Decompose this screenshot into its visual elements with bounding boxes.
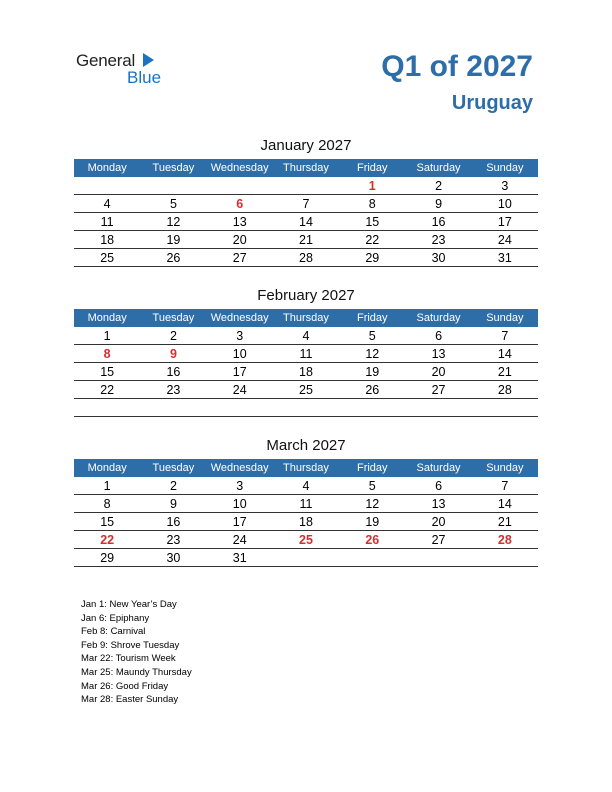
weekday-header: Tuesday [140, 459, 206, 477]
day-cell: 24 [207, 381, 273, 399]
holiday-list [81, 598, 192, 707]
day-cell: 5 [339, 327, 405, 345]
weekday-header: Monday [74, 459, 140, 477]
day-cell: 4 [74, 195, 140, 213]
weekday-header: Thursday [273, 159, 339, 177]
weekday-header: Wednesday [207, 159, 273, 177]
day-cell [140, 399, 206, 417]
week-row [74, 345, 538, 363]
brand-blue: Blue [127, 68, 162, 87]
day-cell: 6 [405, 327, 471, 345]
day-cell: 9 [140, 345, 206, 363]
day-cell: 28 [472, 381, 538, 399]
week-row [74, 363, 538, 381]
day-cell: 27 [405, 531, 471, 549]
week-row [74, 513, 538, 531]
week-row [74, 531, 538, 549]
calendar-table [74, 159, 538, 267]
day-cell: 7 [273, 195, 339, 213]
day-cell [140, 177, 206, 195]
day-cell: 2 [140, 327, 206, 345]
holiday-item: Mar 22: Tourism Week [81, 653, 176, 665]
day-cell: 25 [74, 249, 140, 267]
day-cell: 31 [207, 549, 273, 567]
day-cell: 26 [140, 249, 206, 267]
day-cell: 20 [405, 363, 471, 381]
brand-general: General [76, 51, 136, 70]
day-cell: 20 [207, 231, 273, 249]
holiday-item: Jan 1: New Year’s Day [81, 599, 177, 610]
day-cell: 4 [273, 327, 339, 345]
day-cell: 6 [207, 195, 273, 213]
week-row [74, 549, 538, 567]
day-cell: 29 [339, 249, 405, 267]
calendar-table [74, 309, 538, 417]
day-cell: 11 [74, 213, 140, 231]
week-row [74, 177, 538, 195]
weekday-header: Saturday [405, 159, 471, 177]
day-cell: 22 [74, 381, 140, 399]
day-cell: 17 [207, 363, 273, 381]
day-cell: 23 [140, 381, 206, 399]
day-cell: 16 [405, 213, 471, 231]
day-cell: 17 [472, 213, 538, 231]
day-cell: 29 [74, 549, 140, 567]
week-row [74, 399, 538, 417]
day-cell: 7 [472, 477, 538, 495]
day-cell: 13 [405, 345, 471, 363]
day-cell: 22 [74, 531, 140, 549]
weekday-header: Sunday [472, 309, 538, 327]
day-cell: 1 [339, 177, 405, 195]
day-cell: 8 [339, 195, 405, 213]
day-cell: 17 [207, 513, 273, 531]
week-row [74, 213, 538, 231]
day-cell: 11 [273, 495, 339, 513]
day-cell: 18 [273, 513, 339, 531]
weekday-header: Thursday [273, 309, 339, 327]
day-cell: 5 [140, 195, 206, 213]
day-cell: 2 [140, 477, 206, 495]
day-cell: 18 [273, 363, 339, 381]
day-cell: 12 [339, 345, 405, 363]
day-cell: 30 [140, 549, 206, 567]
day-cell [273, 549, 339, 567]
day-cell: 25 [273, 531, 339, 549]
day-cell: 14 [273, 213, 339, 231]
month-january [74, 136, 538, 267]
day-cell: 28 [472, 531, 538, 549]
day-cell [207, 399, 273, 417]
day-cell: 10 [472, 195, 538, 213]
day-cell: 3 [472, 177, 538, 195]
day-cell: 25 [273, 381, 339, 399]
weekday-header-row [74, 159, 538, 177]
day-cell: 21 [273, 231, 339, 249]
day-cell [405, 549, 471, 567]
holiday-item: Mar 25: Maundy Thursday [81, 666, 192, 678]
brand-logo [76, 52, 161, 86]
day-cell [74, 399, 140, 417]
day-cell: 28 [273, 249, 339, 267]
day-cell: 8 [74, 495, 140, 513]
month-february [74, 286, 538, 417]
week-row [74, 231, 538, 249]
holiday-item: Feb 8: Carnival [81, 626, 146, 638]
day-cell: 8 [74, 345, 140, 363]
weekday-header: Monday [74, 309, 140, 327]
day-cell: 7 [472, 327, 538, 345]
month-title: February 2027 [257, 287, 355, 304]
weekday-header: Monday [74, 159, 140, 177]
day-cell: 19 [140, 231, 206, 249]
flag-icon [143, 53, 154, 67]
weekday-header: Wednesday [207, 459, 273, 477]
day-cell: 26 [339, 381, 405, 399]
day-cell: 10 [207, 345, 273, 363]
day-cell: 22 [339, 231, 405, 249]
day-cell: 3 [207, 327, 273, 345]
holiday-item: Mar 28: Easter Sunday [81, 694, 179, 706]
day-cell: 13 [207, 213, 273, 231]
month-title: March 2027 [266, 437, 346, 454]
week-row [74, 477, 538, 495]
day-cell: 26 [339, 531, 405, 549]
weekday-header: Sunday [472, 459, 538, 477]
day-cell: 2 [405, 177, 471, 195]
day-cell: 14 [472, 345, 538, 363]
day-cell: 1 [74, 327, 140, 345]
weekday-header-row [74, 459, 538, 477]
day-cell: 15 [339, 213, 405, 231]
day-cell: 3 [207, 477, 273, 495]
day-cell: 4 [273, 477, 339, 495]
holiday-item: Jan 6: Epiphany [81, 612, 150, 624]
day-cell: 12 [339, 495, 405, 513]
day-cell: 14 [472, 495, 538, 513]
day-cell: 10 [207, 495, 273, 513]
weekday-header: Sunday [472, 159, 538, 177]
calendar-table [74, 459, 538, 567]
month-title: January 2027 [260, 137, 352, 154]
day-cell: 21 [472, 363, 538, 381]
day-cell [273, 177, 339, 195]
weekday-header: Tuesday [140, 159, 206, 177]
day-cell: 24 [207, 531, 273, 549]
day-cell: 15 [74, 513, 140, 531]
country-name: Uruguay [451, 92, 533, 114]
day-cell [207, 177, 273, 195]
week-row [74, 495, 538, 513]
day-cell [472, 399, 538, 417]
day-cell: 9 [140, 495, 206, 513]
day-cell: 24 [472, 231, 538, 249]
day-cell: 6 [405, 477, 471, 495]
day-cell [405, 399, 471, 417]
day-cell: 23 [405, 231, 471, 249]
day-cell: 1 [74, 477, 140, 495]
weekday-header: Friday [339, 459, 405, 477]
day-cell: 13 [405, 495, 471, 513]
weekday-header: Wednesday [207, 309, 273, 327]
day-cell [74, 177, 140, 195]
day-cell: 18 [74, 231, 140, 249]
page-title: Q1 of 2027 [381, 50, 533, 83]
weekday-header: Friday [339, 159, 405, 177]
day-cell: 16 [140, 363, 206, 381]
day-cell: 23 [140, 531, 206, 549]
weekday-header: Saturday [405, 309, 471, 327]
day-cell: 9 [405, 195, 471, 213]
weekday-header: Tuesday [140, 309, 206, 327]
day-cell: 19 [339, 363, 405, 381]
month-march [74, 436, 538, 567]
day-cell: 20 [405, 513, 471, 531]
day-cell: 12 [140, 213, 206, 231]
day-cell: 15 [74, 363, 140, 381]
day-cell: 5 [339, 477, 405, 495]
day-cell [273, 399, 339, 417]
weekday-header: Thursday [273, 459, 339, 477]
day-cell [472, 549, 538, 567]
day-cell [339, 399, 405, 417]
day-cell: 27 [405, 381, 471, 399]
week-row [74, 327, 538, 345]
weekday-header: Friday [339, 309, 405, 327]
day-cell: 21 [472, 513, 538, 531]
weekday-header-row [74, 309, 538, 327]
week-row [74, 249, 538, 267]
week-row [74, 381, 538, 399]
weekday-header: Saturday [405, 459, 471, 477]
holiday-item: Feb 9: Shrove Tuesday [81, 639, 180, 651]
holiday-item: Mar 26: Good Friday [81, 680, 169, 692]
week-row [74, 195, 538, 213]
day-cell: 30 [405, 249, 471, 267]
day-cell: 31 [472, 249, 538, 267]
day-cell: 11 [273, 345, 339, 363]
day-cell: 16 [140, 513, 206, 531]
day-cell [339, 549, 405, 567]
day-cell: 19 [339, 513, 405, 531]
day-cell: 27 [207, 249, 273, 267]
